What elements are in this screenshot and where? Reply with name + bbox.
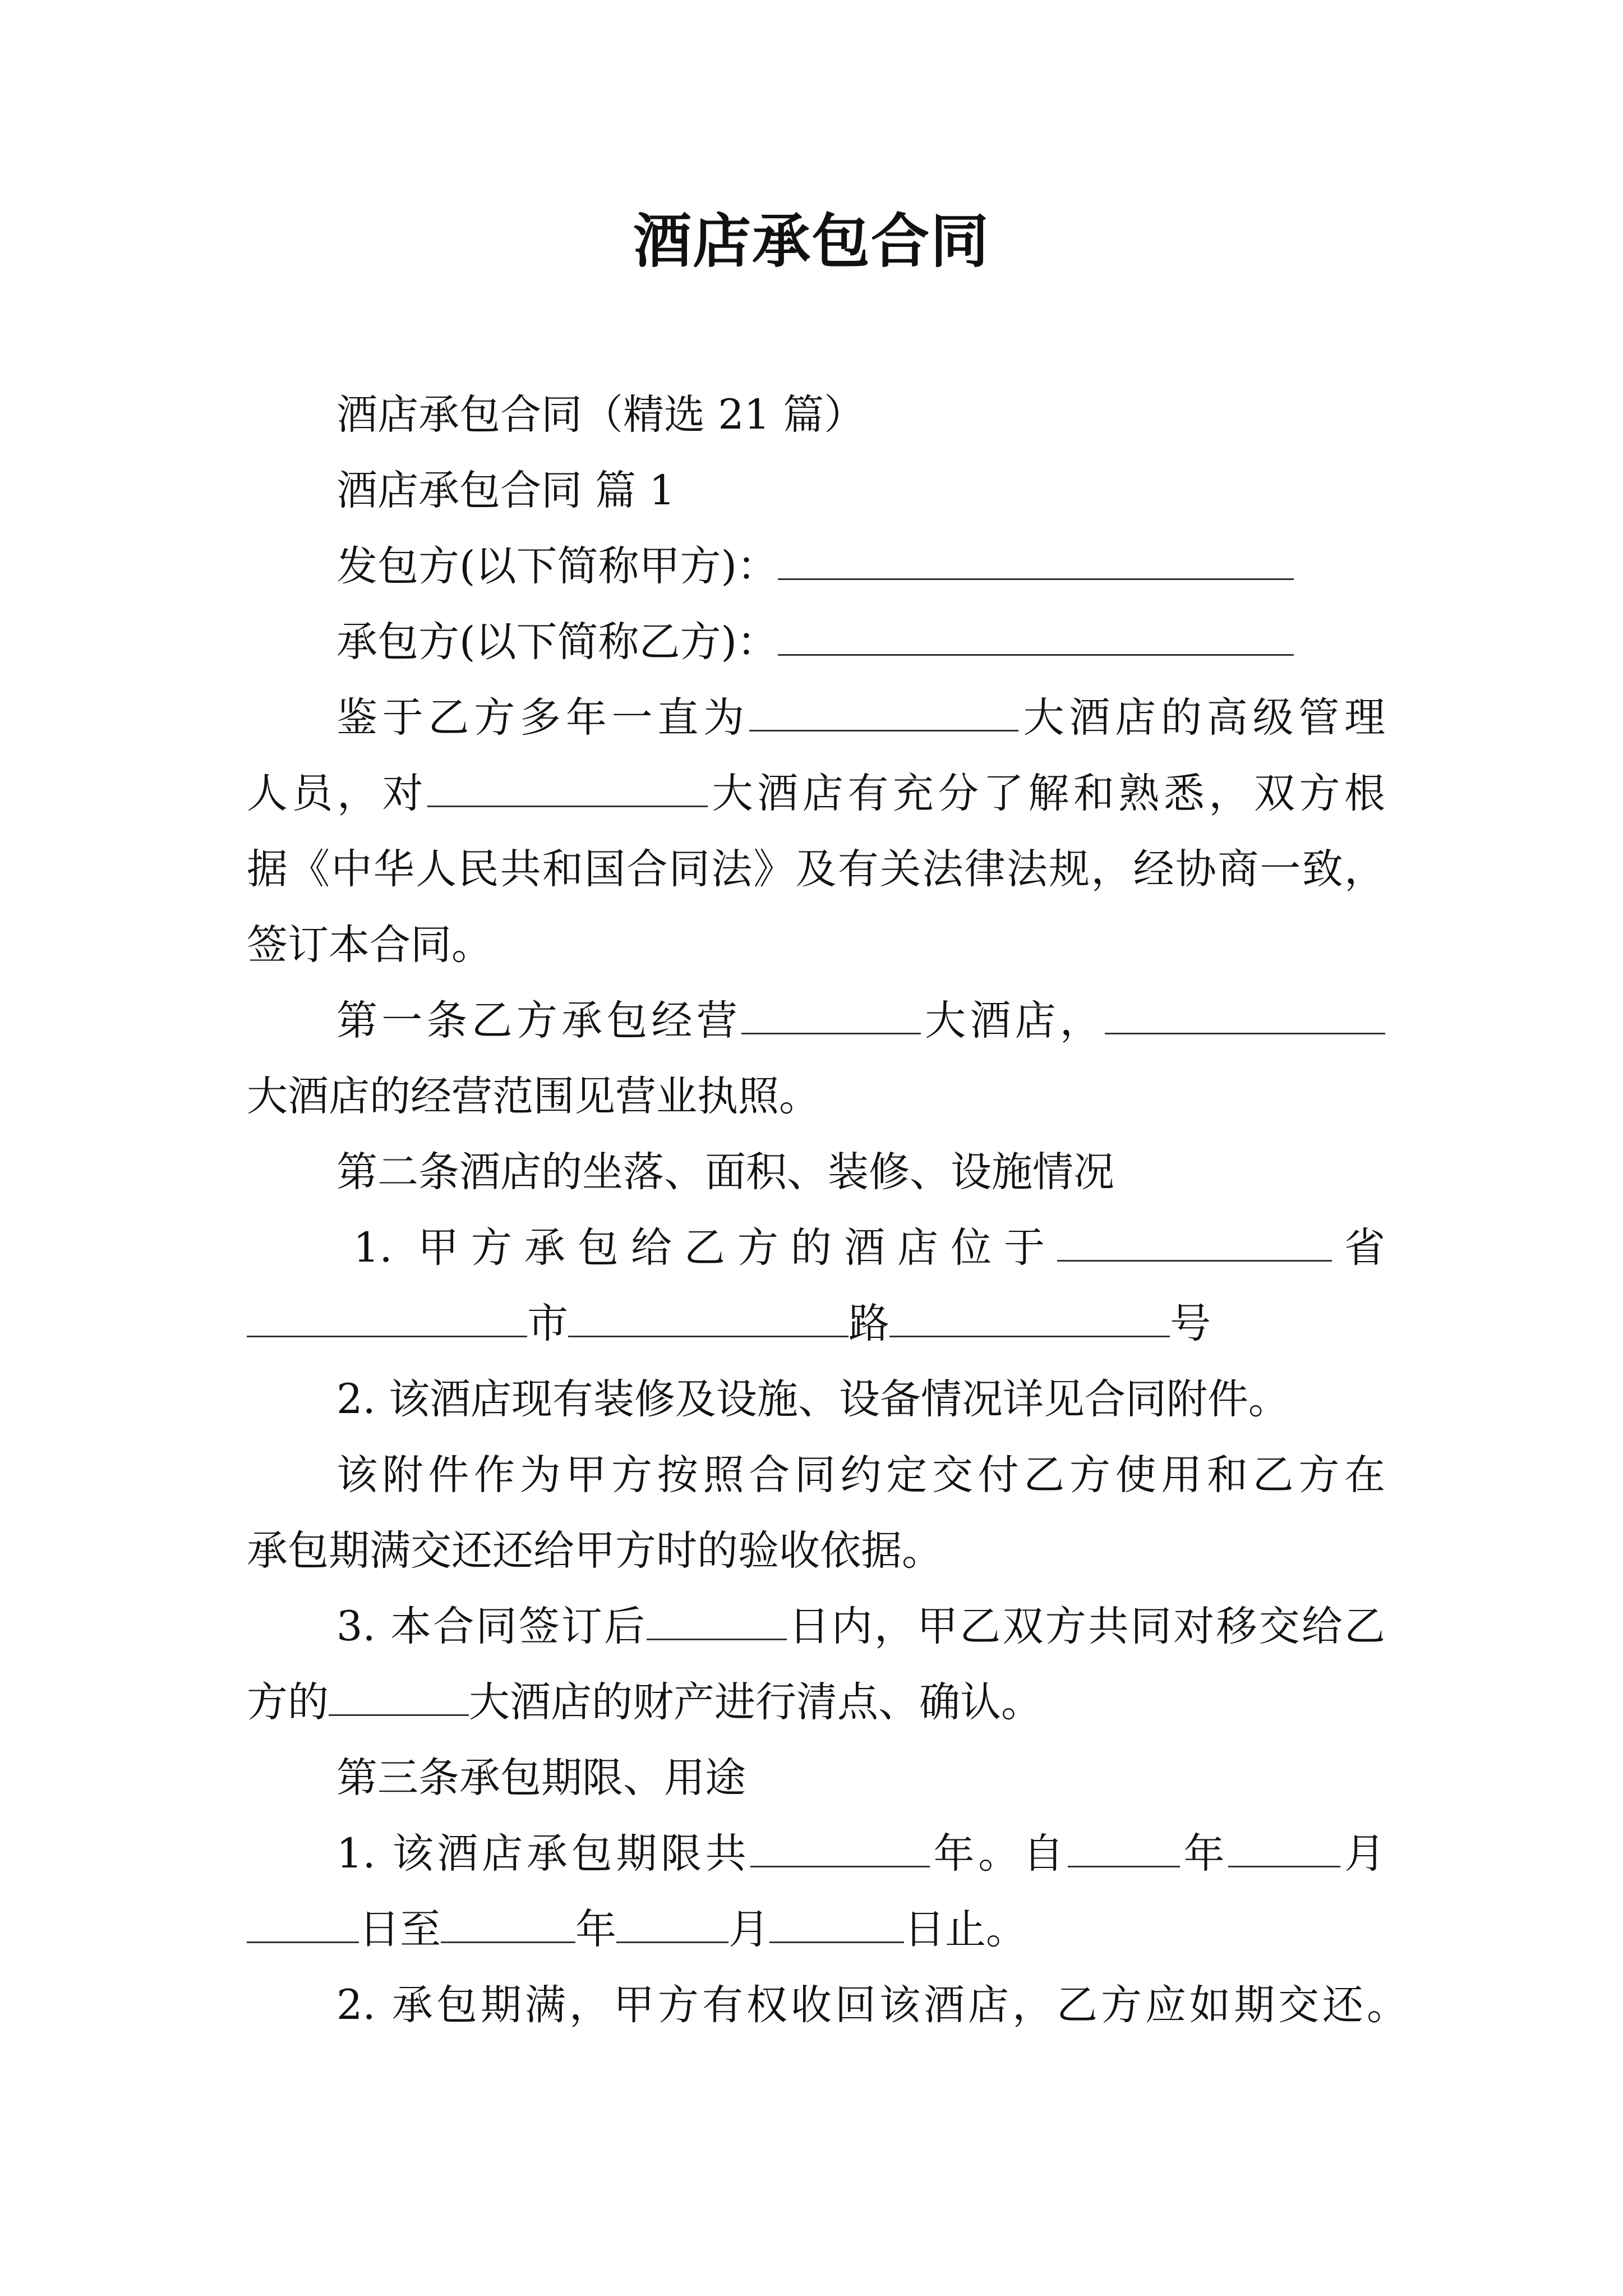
province-blank [1057, 1221, 1332, 1262]
subtitle-text: 酒店承包合同（精选 21 篇） [336, 391, 865, 439]
party-b-line [336, 614, 1294, 670]
start-day-blank [247, 1902, 359, 1943]
party-a-line [336, 539, 1294, 595]
start-month-blank [1228, 1826, 1340, 1867]
section-heading-text: 酒店承包合同 篇 1 [336, 467, 675, 514]
text-fragment: 承包期满交还还给甲方时的验收依据。 [247, 1527, 943, 1575]
text-fragment: 年。自 [929, 1830, 1068, 1878]
section-heading [336, 463, 675, 519]
text-fragment: 路 [849, 1300, 889, 1347]
end-month-blank [616, 1902, 728, 1943]
text-fragment: 大酒店， [920, 997, 1105, 1045]
text-fragment: 2. 该酒店现有装修及设施、设备情况详见合同附件。 [336, 1375, 1289, 1423]
text-fragment: 日止。 [904, 1906, 1027, 1953]
hotel-name-blank [329, 1675, 469, 1716]
text-fragment: 大酒店的经营范围见营业执照。 [247, 1073, 820, 1120]
article-2-heading [336, 1144, 1114, 1200]
term-line-2 [247, 1902, 1027, 1958]
text-fragment: 第三条承包期限、用途 [336, 1754, 746, 1802]
paragraph-line [247, 1523, 943, 1579]
end-year-blank [441, 1902, 575, 1943]
hotel-name-blank [749, 691, 1018, 731]
text-fragment: 该附件作为甲方按照合同约定交付乙方使用和乙方在 [336, 1451, 1385, 1499]
hotel-name-blank [741, 993, 921, 1034]
text-fragment: 省 [1331, 1224, 1385, 1272]
paragraph-line [247, 766, 1385, 822]
subtitle-line [336, 387, 865, 443]
years-blank [750, 1826, 930, 1867]
text-fragment: 据《中华人民共和国合同法》及有关法律法规，经协商一致， [247, 845, 1385, 893]
text-fragment: 日内，甲乙双方共同对移交给乙 [787, 1603, 1385, 1650]
end-day-blank [769, 1902, 904, 1943]
paragraph-line [247, 841, 1385, 898]
party-a-label: 发包方(以下简称甲方)： [336, 542, 778, 590]
paragraph-line [247, 1069, 820, 1125]
text-fragment: 市 [527, 1300, 568, 1347]
hotel-name-blank [1105, 993, 1385, 1034]
text-fragment: 日至 [359, 1906, 441, 1953]
text-fragment: 大酒店的高级管理 [1018, 694, 1386, 742]
text-fragment: 2. 承包期满，甲方有权收回该酒店，乙方应如期交还。 [336, 1981, 1408, 2029]
party-b-blank [778, 615, 1294, 656]
party-b-label: 承包方(以下简称乙方)： [336, 618, 778, 666]
text-fragment: 1. 该酒店承包期限共 [336, 1830, 750, 1878]
city-blank [247, 1296, 527, 1337]
paragraph-line [247, 1674, 1042, 1731]
text-fragment: 月 [1340, 1830, 1386, 1878]
article-3-heading [336, 1750, 746, 1806]
text-fragment: 第一条乙方承包经营 [336, 997, 741, 1045]
text-fragment: 大酒店的财产进行清点、确认。 [469, 1678, 1042, 1726]
article-1-line [336, 993, 1385, 1049]
text-fragment: 方的 [247, 1678, 329, 1726]
text-fragment: 1. 甲方承包给乙方的酒店位于 [353, 1224, 1057, 1272]
text-fragment: 年 [1179, 1830, 1229, 1878]
number-blank [889, 1296, 1170, 1337]
term-line [336, 1826, 1385, 1882]
text-fragment: 号 [1170, 1300, 1211, 1347]
text-fragment: 3. 本合同签订后 [336, 1603, 647, 1650]
paragraph-line [336, 1447, 1385, 1503]
document-title: 酒店承包合同 [633, 206, 990, 275]
text-fragment: 鉴于乙方多年一直为 [336, 694, 749, 742]
text-fragment: 年 [575, 1906, 616, 1953]
text-fragment: 签订本合同。 [247, 921, 492, 969]
party-a-blank [778, 539, 1294, 580]
text-fragment: 第二条酒店的坐落、面积、装修、设施情况 [336, 1148, 1114, 1196]
text-fragment: 人员，对 [247, 770, 428, 817]
text-fragment: 月 [728, 1906, 769, 1953]
road-blank [568, 1296, 849, 1337]
start-year-blank [1068, 1826, 1180, 1867]
paragraph-line [336, 1372, 1289, 1428]
location-line-2 [247, 1296, 1211, 1352]
days-blank [647, 1599, 787, 1640]
text-fragment: 大酒店有充分了解和熟悉，双方根 [708, 770, 1386, 817]
paragraph-line [336, 1977, 1408, 2033]
paragraph-line [336, 1599, 1385, 1655]
hotel-name-blank [427, 766, 708, 807]
location-line [353, 1220, 1385, 1276]
paragraph-line [336, 690, 1385, 746]
paragraph-line [247, 917, 492, 973]
